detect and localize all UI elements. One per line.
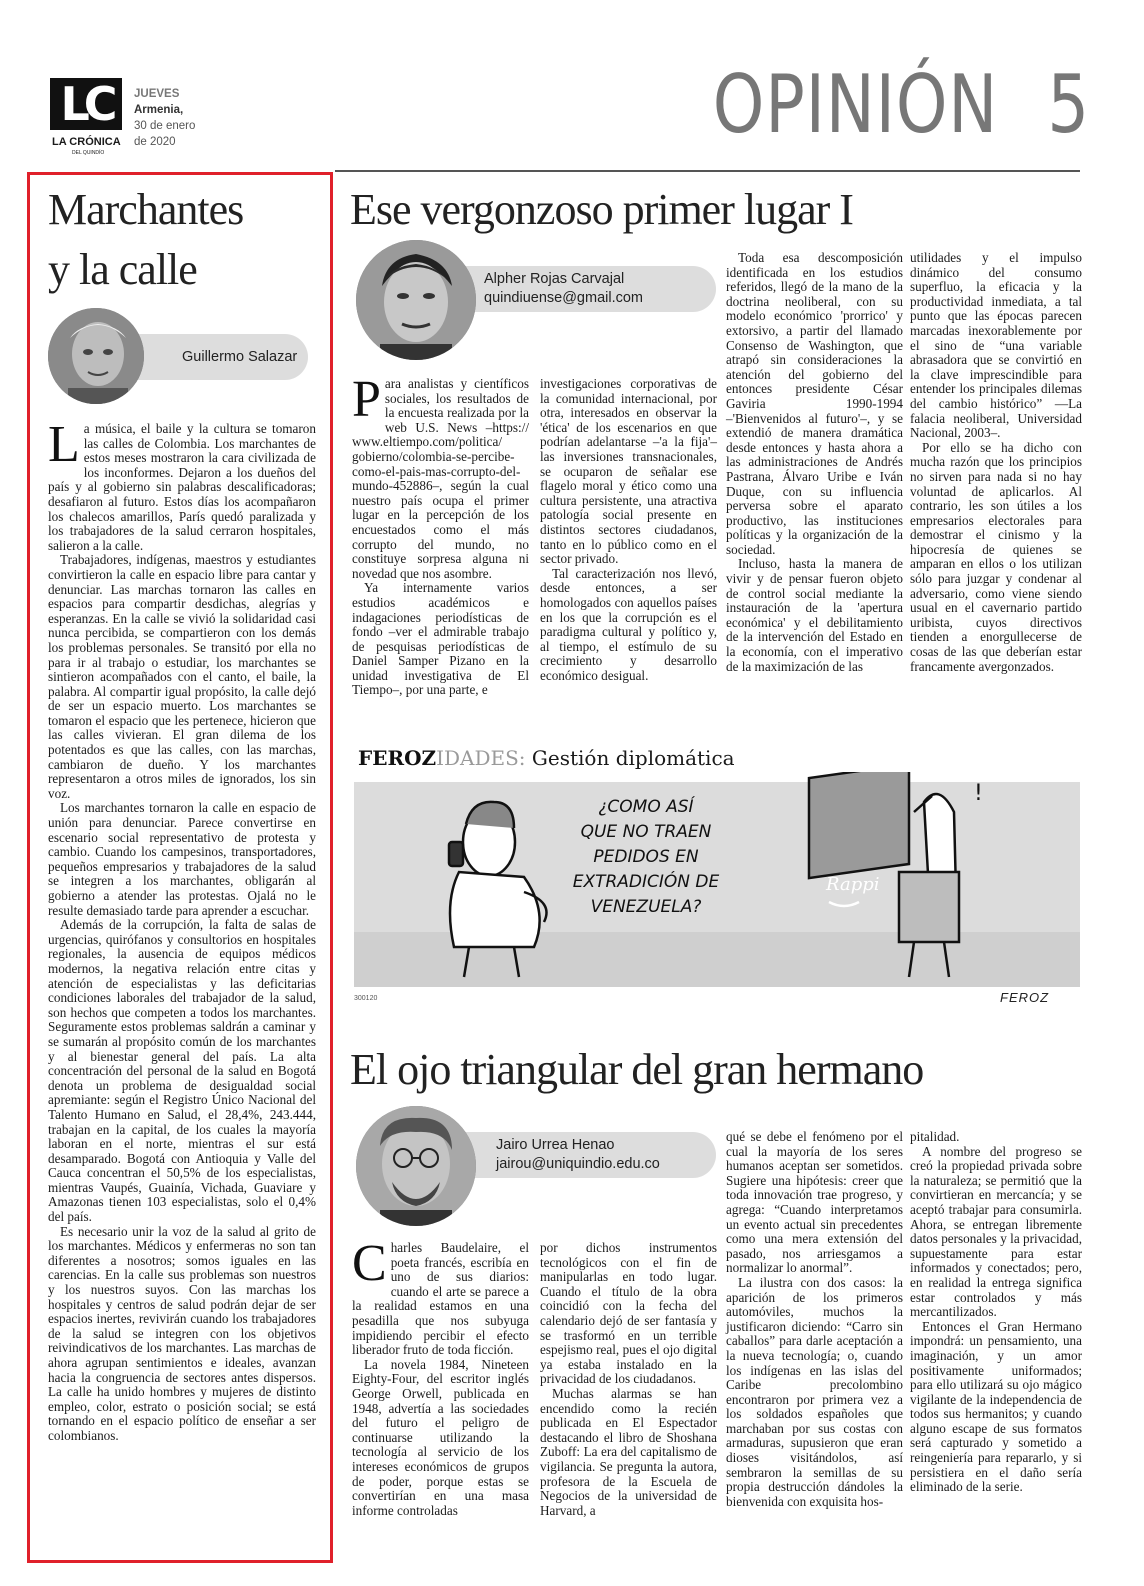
paragraph: Por ello se ha dicho con mucha razón que los principios no sirven para nada si no hay voluntad de aplicarlos. Al contrario, les son útiles a los empresarios electorales para demostrar el cinismo y la hipocresía de quienes se amparan en ellos o los utilizan sólo para juzgar y condenar al adversario, como viene siendo usual en el cavernario partido uribista, cuyos directivos tienden a enorgullecerse de cosas de las que deberían estar francamente avergonzados. [910,439,1082,674]
paragraph: A nombre del progreso se creó la propiedad privada sobre la naturaleza; se permitió que la convirtieran en mercancía; y se aceptó trabajar para consumirla. Ahora, se entregan libremente datos personales y la privacidad, supuestamente para estar informados y conectados; pero, en realidad la entrega significa estar controlados y más mercantilizados. [910,1143,1082,1320]
article-bottom-column-2 [540,1241,717,1518]
title-line-1: Marchantes [48,185,244,234]
drop-cap: L [48,416,80,473]
author-photo [356,1106,476,1226]
speech-line: QUE NO TRAEN [580,822,712,842]
speech-line: VENEZUELA? [590,897,702,917]
cartoon-signature: FEROZ [1000,990,1050,1005]
logo-name: LA CRÓNICA [52,136,121,148]
speech-line: EXTRADICIÓN DE [572,872,720,892]
masthead-rule [335,170,1080,172]
paragraph: La música, el baile y la cultura se tomaron las calles de Colombia. Los marchantes de estos meses mostraron la cara civilizada de los inconformes. Dejaron a los dueños del país y al gobierno sin palabras descalificadoras; desafiaron al futuro. Estos días los acompañaron los chalecos amarillos, París quedó paralizada y los trabajadores de la salud cerraron hospitales, salieron a la calle. [48,416,316,553]
cartoon-title [358,746,735,770]
article-top-column-1 [352,371,529,698]
article-body [48,416,316,1444]
speech-line: ¿COMO ASÍ [598,797,694,817]
paragraph: Además de la corrupción, la falta de salas de urgencias, quirófanos y consultorios en hospitales regionales, la ausencia de equipos médicos modernos, la negativa relación entre citas y atención de especialistas y las deficitarias condiciones laborales del trabajador de la salud, son hechos que competen a todos los marchantes. Seguramente estos problemas saldrán a caminar y se sumarán al propósito común de los marchantes y al bienestar general del país. La alta concentración del personal de la salud en Bogotá denota un problema de desigualdad social apremiante: según el Registro Único Nacional del Talento Humano en Salud, el 28,4%, 243.444, trabajan en la capital, de los cuales la mayoría laboran en el norte, mientras el sur está desamparado. Bogotá con Antioquia y Valle del Cauca concentran el 50,5% de los especialistas, mientras Vaupés, Guainía, Vichada, Guaviare y Amazonas tienen 103 especialistas, solo el 0,4% del país. [48,917,316,1225]
paragraph: Tal caracterización nos llevó, desde entonces, a ser homologados con aquellos países en los que la corrupción es el paradigma cultural y político y, al tiempo, el estímulo de su crecimiento y desarrollo económico desigual. [540,565,717,683]
title-line-2: y la calle [48,245,197,294]
author-name: Alpher Rojas Carvajal [484,271,625,287]
paragraph: Es necesario unir la voz de la salud al grito de los marchantes. Médicos y enfermeras no son tan diferentes a nosotros; somos iguales en las carencias. En la calle sus problemas son nuestros y los nuestros suyos. Con las marchas los hospitales y centros de salud podrán dejar de ser espacios inertes, revivirán cuando los trabajadores de la salud se integren con los objetivos reivindicativos de los marchantes. Las marchas de ahora agrupan sentimientos e ideales, avanzan hacia la congruencia de sectores antes dispersos. La calle ha unido hombres y mujeres de distinto empleo, color, estrato o posición social; se está tornando en el espacio político de enseñar a ser colombianos. [48,1223,316,1443]
paragraph: qué se debe el fenómeno por el cual la mayoría de los seres humanos aceptan ser sometidos. Sugiere una hipótesis: creer que toda innovación trae progreso, y agrega: “Cuando interpretamos un evento actual sin precedentes como una mera extensión del pasado, nos arriesgamos a normalizar lo anormal”. [726,1129,903,1276]
article-title-bottom: El ojo triangular del gran hermano [350,1045,924,1094]
cartoon-subtitle: Gestión diplomática [531,746,735,770]
paragraph: La ilustra con dos casos: la aparición de los primeros automóviles, muchos la justificaron diciendo: “Carro sin caballos” para darle aceptación a la nueva tecnología; o, cuando los indígenas en las islas del Caribe precolombino encontraron por primera vez a los soldados españoles que marchaban por sus costas con armaduras, supusieron que eran dioses visitándolos, así sembraron la semillas de su propia destrucción dándoles la bienvenida con exquisita hos- [726,1274,903,1509]
article-top-column-2 [540,377,717,683]
paragraph: Incluso, hasta la manera de vivir y de pensar fueron objeto de control social mediante la instauración de la 'apertura económica' y el debilitamiento de la intervención del Estado en la economía, con el imperativo de la maximización de las [726,556,903,674]
drop-cap: P [352,371,381,428]
cartoon-title-bold: FEROZ [358,746,437,770]
section-header [713,58,1090,151]
exclamation-mark: ! [974,781,983,806]
cartoon-credit: 300120 [354,995,378,1002]
cartoon-illustration [354,772,1080,1000]
paragraph: Charles Baudelaire, el poeta francés, escribía en uno de sus diarios: cuando el arte se parece a la realidad estamos en una pesadilla que nos subyuga impidiendo percibir el efecto liberador fruto de toda ficción. [352,1235,529,1358]
author-photo [48,308,144,404]
author-name: Guillermo Salazar [88,334,308,380]
cartoon-title-light: IDADES: [436,746,526,770]
author-byline-bottom [356,1106,716,1204]
paragraph: Ya internamente varios estudios académicos e indagaciones periodísticas de fondo –ver el admirable trabajo de pesquisas periodísticas de Daniel Samper Pizano en la unidad investigativa de El Tiempo–, por una parte, e [352,580,529,698]
paragraph: Entonces el Gran Hermano impondrá: un pensamiento, una imaginación, y un amor positivamente uniformados; para ello utilizará su ojo mágico vigilante de la independencia de todos sus hermanitos; y cuando alguno escape de sus formatos será capturado y sometido a reingeniería para repararlo, y si persistiera en el daño sería eliminado de la serie. [910,1318,1082,1495]
author-photo [356,240,476,360]
city: Armenia, [134,104,184,116]
masthead [50,58,1090,170]
section-title: OPINIÓN [712,58,999,151]
article-top-column-4 [910,251,1082,674]
author-email: jairou@uniquindio.edu.co [496,1156,660,1172]
paragraph: Los marchantes tornaron la calle en espacio de unión para denunciar. Parece convertirse en escenario social representativo de protesta y cambio. Cuando los campesinos, transportadores, pequeños empresarios y trabajadores de la salud se integren a los marchantes, obligarán al gobierno a atender las protestas. Ojalá no le resulte demasiado tarde para aprender a escuchar. [48,800,316,918]
date-line-1: 30 de enero [134,120,196,132]
paragraph: La novela 1984, Nineteen Eighty-Four, del escritor inglés George Orwell, publicada en 1948, advertía a las sociedades del futuro el peligro de continuarse utilizando la tecnología al servicio de los intereses económicos de grupos de poder, porque estas se convertirían en una masa informe controladas [352,1356,529,1518]
weekday: JUEVES [134,88,180,100]
paragraph: pitalidad. [910,1129,960,1144]
newspaper-logo: LC [50,78,122,130]
paragraph: utilidades y el impulso dinámico del consumo superfluo, la eficacia y la productividad inmediata, a tal punto que las épocas parecen marcadas inexorablemente por el sino de “una variable abrasadora que se convirtió en la clave imprescindible para entender los principales dilemas del cambio histórico” —La falacia neoliberal, Universidad Nacional, 2003–. [910,250,1082,441]
author-byline [48,308,316,406]
paragraph: Para analistas y científicos sociales, los resultados de la encuesta realizada por la web U.S. News –https:// www.eltiempo.com/politica/ gobierno/colombia-se-percibe-como-el-pais-mas-corrupto-del-mundo-452886–, según la cual nuestro país ocupa el primer lugar en la percepción de los encuestados como el más corrupto del mundo, no constituye sorpresa alguna ni novedad que nos asombre. [352,371,529,581]
box-label: Rappi [826,874,880,895]
speech-line: PEDIDOS EN [593,847,699,867]
paragraph: Muchas alarmas se han encendido como la recién publicada en El Espectador destacando el libro de Shoshana Zuboff: La era del capitalismo de vigilancia. Se pregunta la autora, profesora de la Escuela de Negocios de la universidad de Harvard, a [540,1385,717,1518]
paragraph: investigaciones corporativas de la comunidad internacional, por otra, interesados en observar la 'ética' de los escenarios en que podrían adelantarse –'a la fija'– las inversiones transnacionales, se ocuparon de señalar ese flagelo moral y ético como una cultura persistente, una atractiva patología social presente en distintos sectores ciudadanos, tanto en lo público como en el sector privado. [540,376,717,567]
article-bottom-column-1 [352,1235,529,1518]
article-bottom-column-3 [726,1130,903,1509]
page-number: 5 [1047,58,1090,151]
date-block [134,86,195,150]
author-byline-top [356,240,716,338]
paragraph: Toda esa descomposición identificada en los estudios referidos, llegó de la mano de la doctrina neoliberal, con su modelo económico 'prorrico' y extorsivo, a partir del llamado Consenso de Washington, que atrapó sin consideraciones la atención del gobierno del entonces presidente César Gaviria 1990-1994 –'Bienvenidos al futuro'–, y se extendió de manera dramática desde entonces y hasta ahora a las administraciones de Andrés Pastrana, Álvaro Uribe e Iván Duque, con su influencia perversa sobre el aparato productivo, las instituciones políticas y la organización de la sociedad. [726,250,903,557]
article-title [48,180,316,300]
article-title-top: Ese vergonzoso primer lugar I [350,185,853,234]
political-cartoon [354,772,1080,1000]
logo-subtitle: DEL QUINDÍO [72,150,105,156]
article-top-column-3 [726,251,903,674]
article-marchantes [48,180,316,1444]
date-line-2: de 2020 [134,136,176,148]
author-email: quindiuense@gmail.com [484,290,643,306]
paragraph: por dichos instrumentos tecnológicos con el fin de manipularlas en todo lugar. Cuando el título de la obra coincidió con la fecha del calendario dejó de ser fantasía y se trasformó en un terrible espejismo real, pues el ojo digital ya estaba instalado en la privacidad de los ciudadanos. [540,1240,717,1387]
drop-cap: C [352,1235,387,1292]
article-bottom-column-4 [910,1130,1082,1495]
paragraph: Trabajadores, indígenas, maestros y estudiantes convirtieron la calle en espacio libre para cantar y denunciar. Las marchas tornaron las calles en espacios para compartir desdichas, alegrías y esperanzas. En la calle se vivió la solidaridad casi nunca percibida, se compartieron con los demás los problemas personales. Se transitó por ella no para ir al trabajo o estudiar, los marchantes se sintieron acompañados con el canto, el baile, la palabra. Al compartir igual propósito, la calle dejó de ser un espacio muerto. Los marchantes se tomaron el espacio que les pertenece, hicieron que las calles vivieran. El gran dilema de los potentados es que las calles, con las marchas, cambiaron de dueño. Y los marchantes representaron a otros miles de ignorados, los sin voz. [48,552,316,801]
author-name: Jairo Urrea Henao [496,1137,615,1153]
